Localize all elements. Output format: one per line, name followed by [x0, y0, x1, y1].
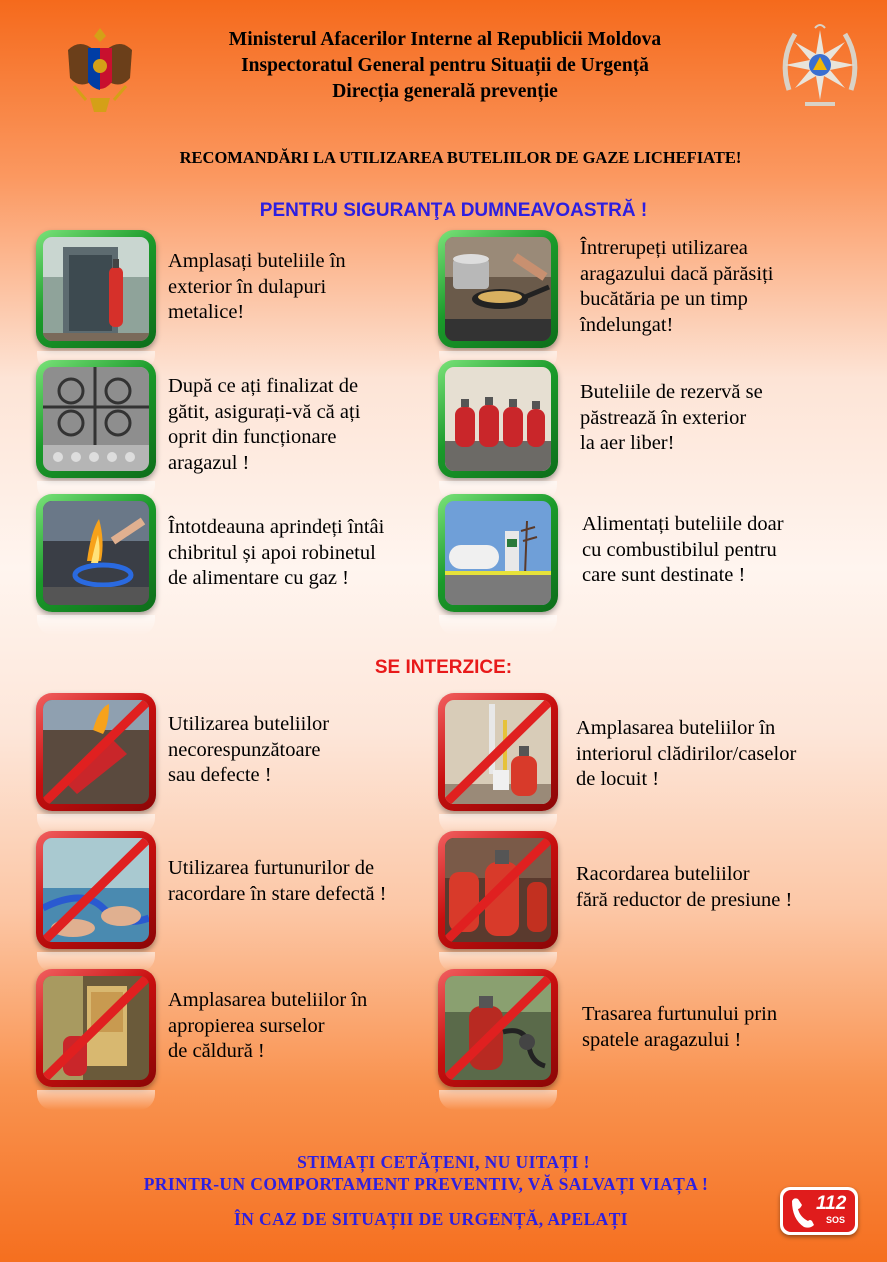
- defective-hose-photo: [36, 831, 156, 949]
- indoor-cylinder-photo: [438, 693, 558, 811]
- hose-behind-stove-photo: [438, 969, 558, 1087]
- safety-item-text: Întrerupeți utilizarea aragazului dacă părăsiți bucătăria pe un timp îndelungat!: [580, 237, 774, 336]
- recommendations-title: RECOMANDĂRI LA UTILIZAREA BUTELIILOR DE GAZE LICHEFIATE!: [179, 148, 742, 167]
- prohibited-item-text: Racordarea buteliilor fără reductor de presiune !: [576, 863, 793, 911]
- prohibited-item-text: Amplasarea buteliilor în interiorul clădirilor/caselor de locuit !: [576, 717, 797, 790]
- igsu-emblem-icon: [775, 20, 865, 114]
- footer-reminder: STIMAȚI CETĂȚENI, NU UITAȚI !: [297, 1152, 590, 1172]
- header-block: [150, 27, 740, 105]
- sos-number: 112: [816, 1193, 847, 1214]
- footer-emergency-call: ÎN CAZ DE SITUAȚII DE URGENȚĂ, APELAȚI: [234, 1209, 628, 1229]
- footer-prevention-message: PRINTR-UN COMPORTAMENT PREVENTIV, VĂ SALVAȚI VIAȚA !: [143, 1174, 709, 1194]
- sos-112-badge: [780, 1187, 858, 1235]
- prohibited-item-text: Trasarea furtunului prin spatele aragazului !: [582, 1003, 778, 1051]
- ministry-name: Ministerul Afacerilor Interne al Republicii Moldova: [228, 29, 662, 50]
- sos-label: SOS: [826, 1215, 846, 1225]
- cylinder-cabinet-photo: [36, 230, 156, 348]
- cooking-pan-photo: [438, 230, 558, 348]
- stove-top-photo: [36, 360, 156, 478]
- defective-cylinder-photo: [36, 693, 156, 811]
- safety-item-text: Întotdeauna aprindeți întâi chibritul și apoi robinetul de alimentare cu gaz !: [168, 516, 385, 589]
- safety-item-text: După ce ați finalizat de gătit, asigurați-vă că ați oprit din funcționare aragazul !: [168, 375, 361, 474]
- safety-item-text: Buteliile de rezervă se păstrează în exterior la aer liber!: [580, 381, 763, 454]
- directorate-name: Direcția generală prevenție: [332, 81, 558, 102]
- prohibited-item-text: Utilizarea buteliilor necorespunzătoare sau defecte !: [168, 713, 330, 786]
- safety-item-text: Alimentați buteliile doar cu combustibilul pentru care sunt destinate !: [582, 513, 784, 586]
- no-regulator-photo: [438, 831, 558, 949]
- gas-station-photo: [438, 494, 558, 612]
- safety-item-text: Amplasați buteliile în exterior în dulapuri metalice!: [168, 250, 346, 323]
- heat-source-photo: [36, 969, 156, 1087]
- gas-flame-photo: [36, 494, 156, 612]
- spare-cylinders-photo: [438, 360, 558, 478]
- prohibited-item-text: Utilizarea furtunurilor de racordare în stare defectă !: [168, 857, 387, 905]
- moldova-coat-of-arms-icon: [60, 20, 140, 118]
- safety-section-title: PENTRU SIGURANŢA DUMNEAVOASTRĂ !: [259, 200, 648, 221]
- prohibited-item-text: Amplasarea buteliilor în apropierea surselor de căldură !: [168, 989, 368, 1062]
- inspectorate-name: Inspectoratul General pentru Situații de Urgență: [241, 55, 649, 76]
- prohibited-section-title: SE INTERZICE:: [374, 657, 513, 678]
